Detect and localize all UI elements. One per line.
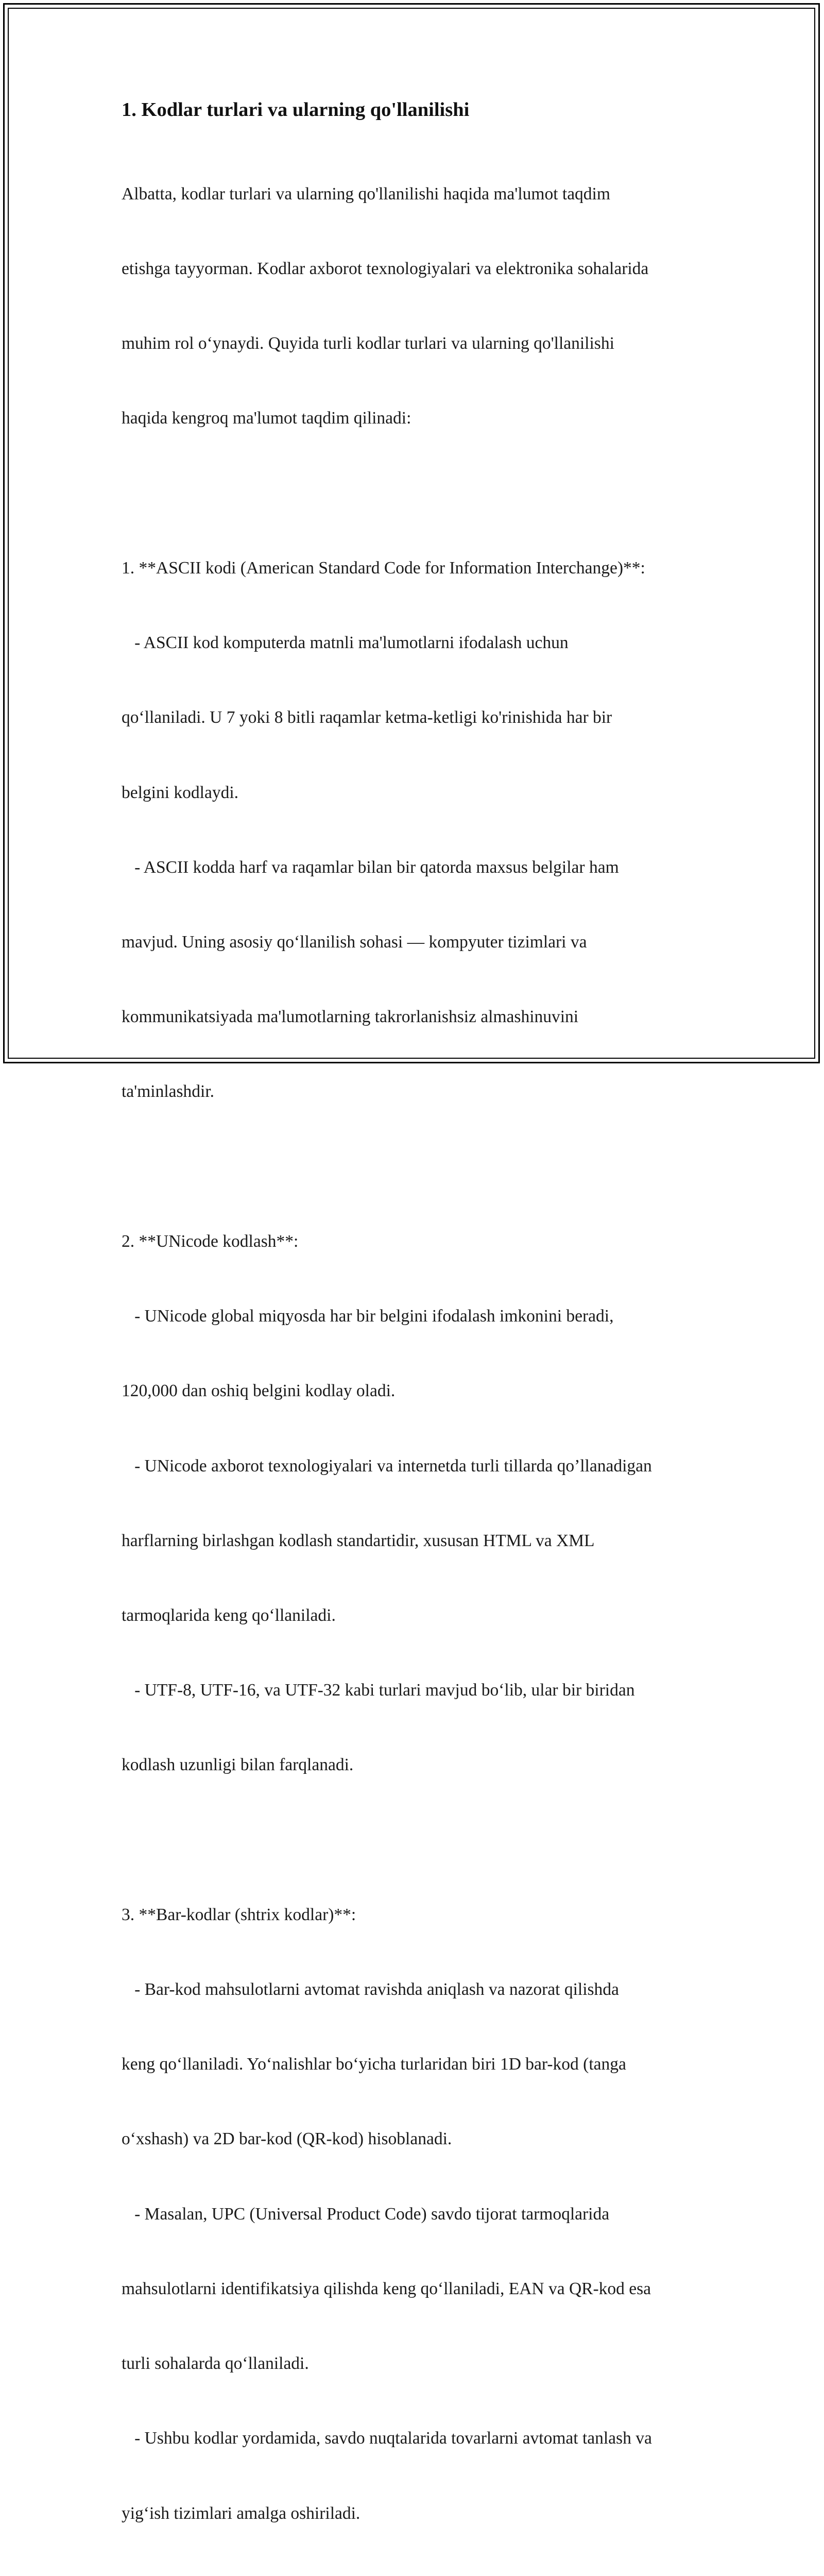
text-line: harflarning birlashgan kodlash standartidir, xususan HTML va XML [122, 1531, 595, 1550]
text-line: ta'minlashdir. [122, 1082, 215, 1101]
text-line: 120,000 dan oshiq belgini kodlay oladi. [122, 1381, 396, 1401]
text-line: - UTF-8, UTF-16, va UTF-32 kabi turlari mavjud bo‘lib, ular bir biridan [122, 1681, 635, 1700]
text-line: mavjud. Uning asosiy qo‘llanilish sohasi — kompyuter tizimlari va [122, 932, 587, 952]
text-line: o‘xshash) va 2D bar-kod (QR-kod) hisoblanadi. [122, 2129, 452, 2149]
text-line: - ASCII kod komputerda matnli ma'lumotlarni ifodalash uchun [122, 633, 569, 653]
paragraph-gap [122, 1828, 714, 1853]
text-line: kommunikatsiyada ma'lumotlarning takrorlanishsiz almashinuvini [122, 1007, 579, 1027]
section-ascii [122, 506, 714, 1155]
section-heading: 1. **ASCII kodi (American Standard Code for Information Interchange)**: [122, 558, 645, 578]
text-line: - Bar-kod mahsulotlarni avtomat ravishda aniqlash va nazorat qilishda [122, 1980, 619, 1999]
text-line: keng qo‘llaniladi. Yo‘nalishlar bo‘yicha turlaridan biri 1D bar-kod (tanga [122, 2055, 626, 2074]
text-line: belgini kodlaydi. [122, 783, 239, 802]
text-line: etishga tayyorman. Kodlar axborot texnologiyalari va elektronika sohalarida [122, 259, 649, 279]
text-line: - Masalan, UPC (Universal Product Code) savdo tijorat tarmoqlarida [122, 2204, 610, 2224]
text-line: muhim rol o‘ynaydi. Quyida turli kodlar turlari va ularning qo'llanilishi [122, 334, 614, 353]
paragraph-gap [122, 481, 714, 506]
section-barcode [122, 1853, 714, 2576]
paragraph-gap [122, 1155, 714, 1179]
text-line: turli sohalarda qo‘llaniladi. [122, 2354, 309, 2374]
text-line: Albatta, kodlar turlari va ularning qo'llanilishi haqida ma'lumot taqdim [122, 184, 610, 204]
section-heading: 2. **UNicode kodlash**: [122, 1231, 299, 1251]
text-line: haqida kengroq ma'lumot taqdim qilinadi: [122, 409, 411, 428]
document-body [122, 97, 714, 2576]
text-line: - ASCII kodda harf va raqamlar bilan bir qatorda maxsus belgilar ham [122, 857, 619, 877]
text-line: kodlash uzunligi bilan farqlanadi. [122, 1755, 354, 1775]
text-line: - Ushbu kodlar yordamida, savdo nuqtalarida tovarlarni avtomat tanlash va [122, 2429, 652, 2448]
intro-paragraph [122, 132, 714, 481]
text-line: yig‘ish tizimlari amalga oshiriladi. [122, 2503, 360, 2523]
text-line: qo‘llaniladi. U 7 yoki 8 bitli raqamlar ketma-ketligi ko'rinishida har bir [122, 708, 612, 727]
text-line: tarmoqlarida keng qo‘llaniladi. [122, 1605, 336, 1625]
text-line: mahsulotlarni identifikatsiya qilishda keng qo‘llaniladi, EAN va QR-kod esa [122, 2279, 651, 2298]
page-title: 1. Kodlar turlari va ularning qo'llanilishi [122, 99, 470, 121]
section-heading: 3. **Bar-kodlar (shtrix kodlar)**: [122, 1905, 356, 1924]
text-line: - UNicode global miqyosda har bir belgini ifodalash imkonini beradi, [122, 1307, 614, 1326]
section-unicode [122, 1179, 714, 1828]
text-line: - UNicode axborot texnologiyalari va internetda turli tillarda qo’llanadigan [122, 1456, 652, 1476]
